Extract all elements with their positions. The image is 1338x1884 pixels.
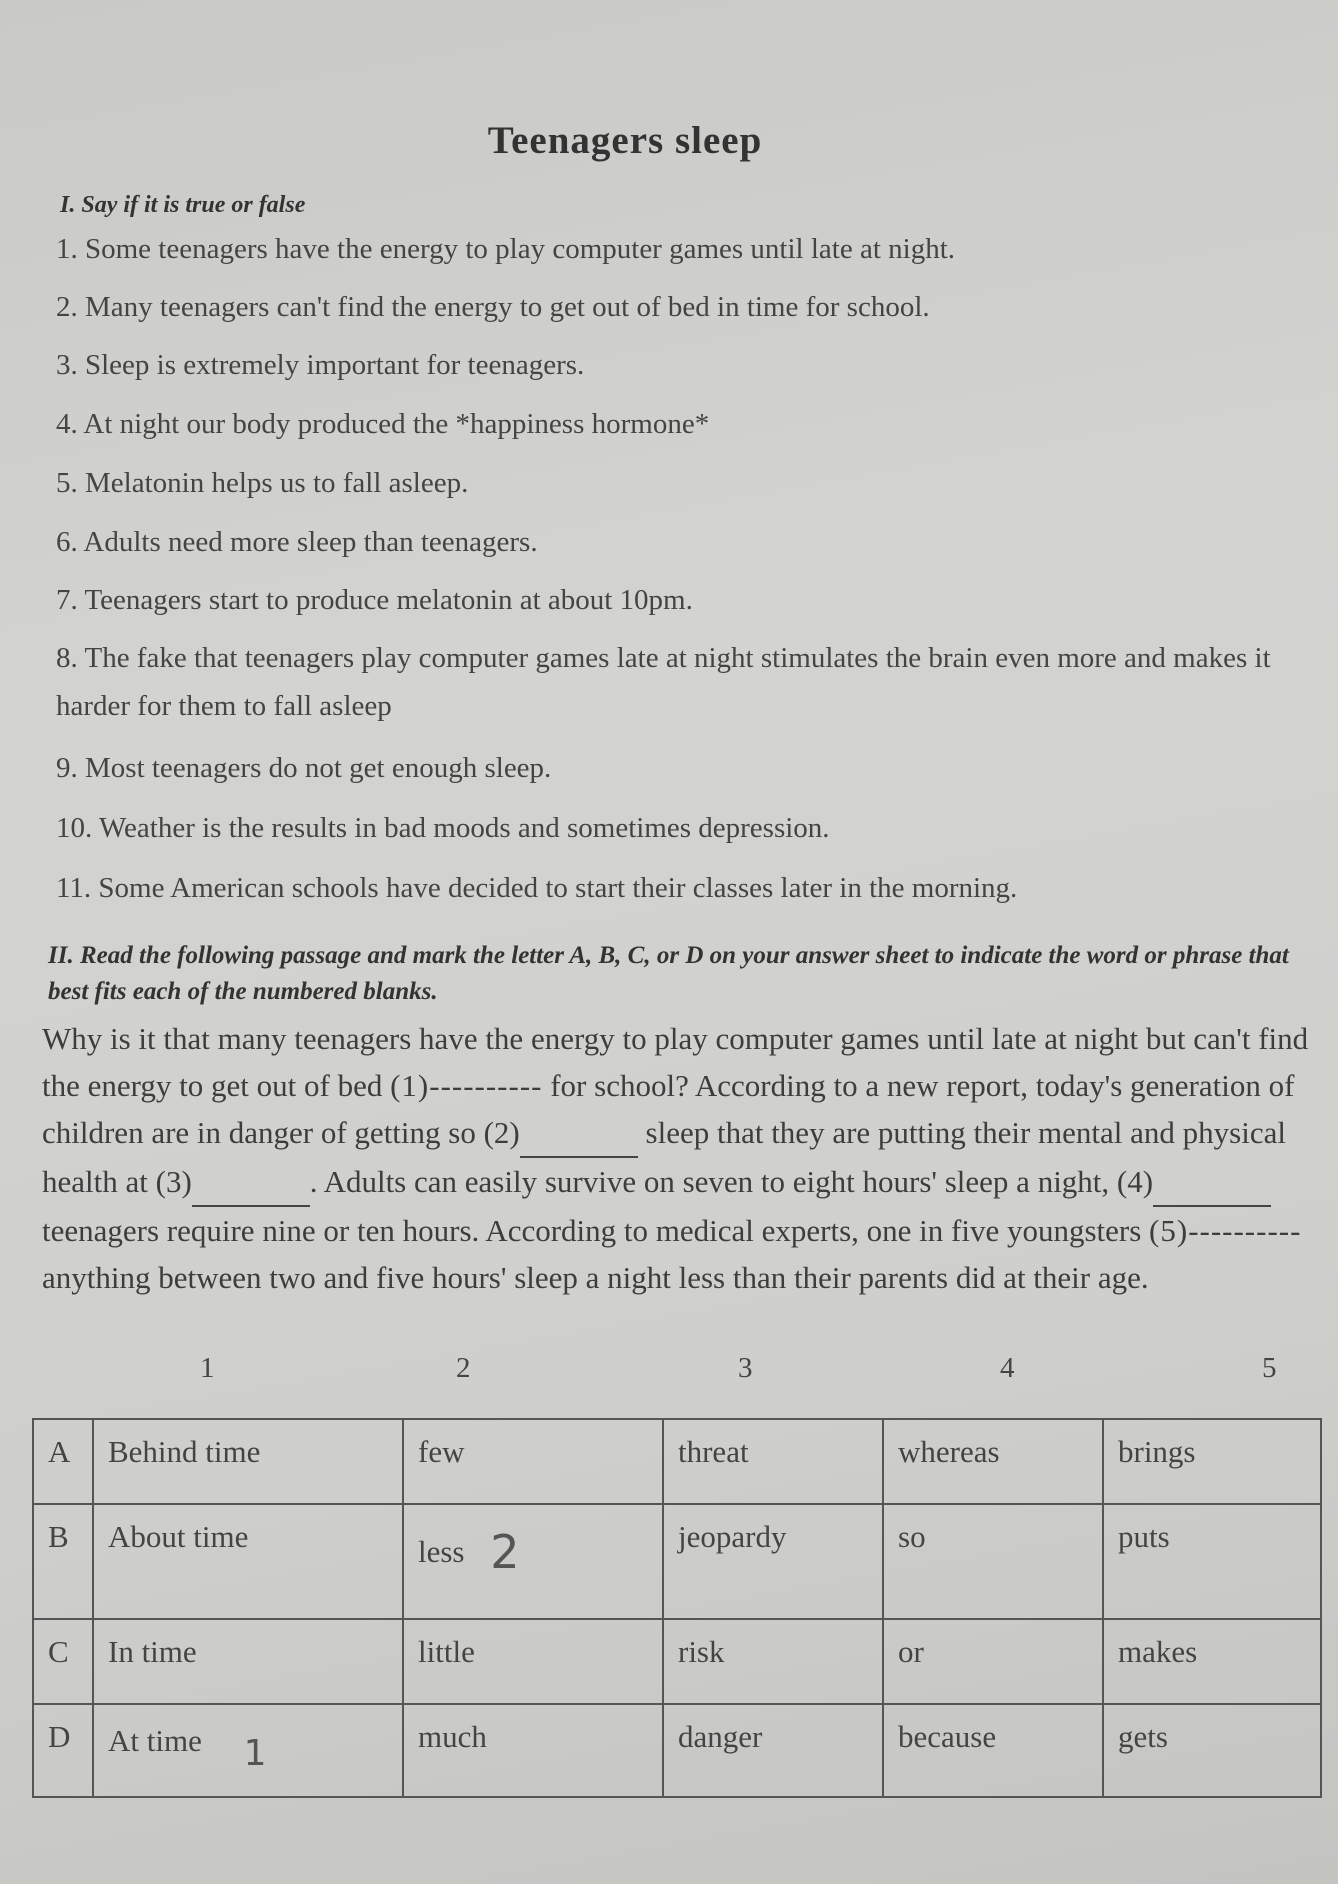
table-row: [33, 1704, 1321, 1797]
table-cell: so: [883, 1504, 1103, 1619]
statement-8: 8. The fake that teenagers play computer games late at night stimulates the brain even more and makes it harder for them to fall asleep: [56, 642, 1271, 722]
table-cell: [93, 1704, 403, 1797]
table-row: [33, 1419, 1321, 1504]
column-number-5: 5: [1262, 1352, 1277, 1384]
statement-9: 9. Most teenagers do not get enough sleep.: [56, 752, 552, 784]
blank-5: (5)----------: [1149, 1213, 1302, 1248]
blank-4-line: [1153, 1158, 1271, 1207]
statement-2: 2. Many teenagers can't find the energy to get out of bed in time for school.: [56, 291, 930, 323]
handwritten-mark: 1: [243, 1732, 267, 1774]
reading-passage: [42, 1015, 1312, 1301]
blank-1: (1)----------: [390, 1068, 543, 1103]
column-number-3: 3: [738, 1352, 753, 1384]
passage-text-5: teenagers require nine or ten hours. According to medical experts, one in five youngsters: [42, 1213, 1150, 1248]
table-row: [33, 1504, 1321, 1619]
blank-3-line: [192, 1158, 310, 1207]
option-letter: D: [33, 1704, 93, 1797]
table-cell: gets: [1103, 1704, 1321, 1797]
blank-3: (3): [155, 1164, 192, 1199]
statement-11: 11. Some American schools have decided to start their classes later in the morning.: [56, 872, 1018, 904]
statement-7: 7. Teenagers start to produce melatonin at about 10pm.: [56, 584, 693, 616]
table-cell: much: [403, 1704, 663, 1797]
column-number-1: 1: [200, 1352, 215, 1384]
passage-text-4: . Adults can easily survive on seven to eight hours' sleep a night,: [309, 1164, 1117, 1199]
option-letter: C: [33, 1619, 93, 1704]
statement-6: 6. Adults need more sleep than teenagers.: [56, 526, 538, 558]
table-cell: risk: [663, 1619, 883, 1704]
answer-options-table: [32, 1418, 1322, 1798]
blank-4: (4): [1116, 1164, 1154, 1199]
statement-4: 4. At night our body produced the *happiness hormone*: [56, 408, 710, 440]
passage-text-2: for school? According to a new report, today's generation of children are in danger of getting so: [42, 1068, 1295, 1150]
statement-1: 1. Some teenagers have the energy to play computer games until late at night.: [56, 233, 955, 265]
table-cell: puts: [1103, 1504, 1321, 1619]
table-cell: In time: [93, 1619, 403, 1704]
blank-2-line: [520, 1109, 638, 1158]
statement-5: 5. Melatonin helps us to fall asleep.: [56, 467, 469, 499]
option-text: less: [418, 1534, 465, 1570]
passage-text-3: sleep that they are putting their mental and physical health at: [42, 1115, 1286, 1199]
section2-heading: II. Read the following passage and mark the letter A, B, C, or D on your answer sheet to indicate the word or phrase that best fits each of the numbered blanks.: [48, 942, 1289, 1005]
section1-heading: I. Say if it is true or false: [60, 192, 306, 218]
statement-10: 10. Weather is the results in bad moods and sometimes depression.: [56, 812, 830, 844]
table-cell: or: [883, 1619, 1103, 1704]
passage-text-1: Why is it that many teenagers have the energy to play computer games until late at night but can't find the energy to get out of bed: [42, 1021, 1309, 1103]
table-cell: [403, 1504, 663, 1619]
table-cell: Behind time: [93, 1419, 403, 1504]
table-cell: danger: [663, 1704, 883, 1797]
table-cell: threat: [663, 1419, 883, 1504]
table-cell: About time: [93, 1504, 403, 1619]
table-cell: few: [403, 1419, 663, 1504]
column-number-2: 2: [456, 1352, 471, 1384]
option-letter: B: [33, 1504, 93, 1619]
handwritten-mark: 2: [490, 1525, 520, 1580]
table-cell: makes: [1103, 1619, 1321, 1704]
page-title: Teenagers sleep: [487, 119, 763, 162]
option-text: At time: [108, 1722, 202, 1758]
table-cell: whereas: [883, 1419, 1103, 1504]
option-letter: A: [33, 1419, 93, 1504]
column-number-4: 4: [1000, 1352, 1015, 1384]
table-cell: jeopardy: [663, 1504, 883, 1619]
table-cell: little: [403, 1619, 663, 1704]
table-row: [33, 1619, 1321, 1704]
statement-3: 3. Sleep is extremely important for teenagers.: [56, 349, 585, 381]
table-cell: because: [883, 1704, 1103, 1797]
table-cell: brings: [1103, 1419, 1321, 1504]
passage-text-6: anything between two and five hours' sleep a night less than their parents did at their age.: [42, 1260, 1149, 1295]
blank-2: (2): [483, 1115, 520, 1150]
